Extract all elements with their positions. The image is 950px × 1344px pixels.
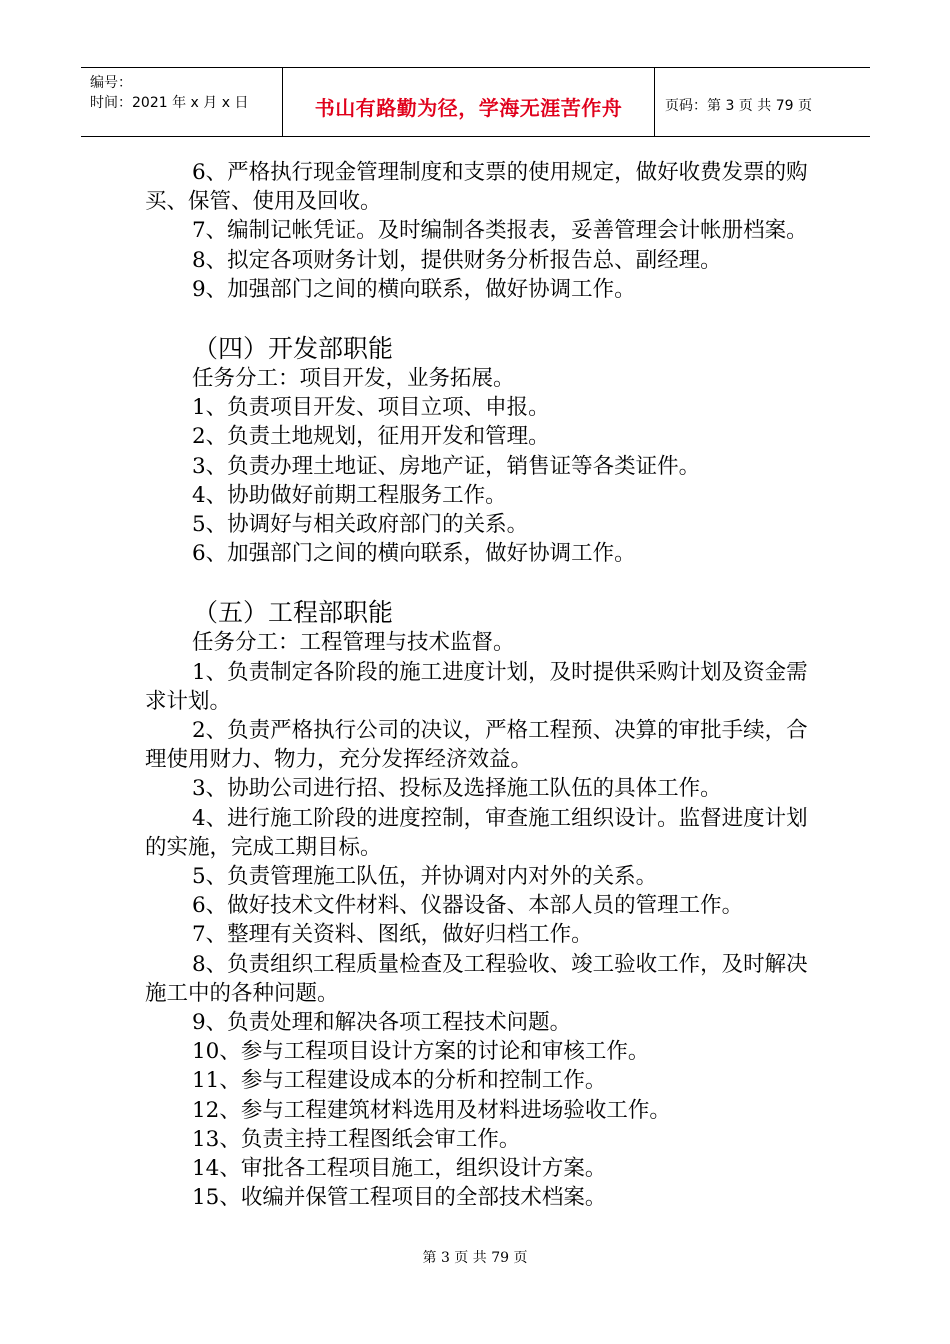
header-meta-cell xyxy=(81,68,283,136)
paragraph: 5、负责管理施工队伍，并协调对内对外的关系。 xyxy=(192,864,658,890)
paragraph: 4、协助做好前期工程服务工作。 xyxy=(192,482,507,508)
paragraph: 8、拟定各项财务计划，提供财务分析报告总、副经理。 xyxy=(192,247,722,273)
paragraph: 1、负责项目开发、项目立项、申报。 xyxy=(192,395,550,421)
paragraph: 2、负责严格执行公司的决议，严格工程预、决算的审批手续，合理使用财力、物力，充分发挥经济效益。 xyxy=(145,718,808,773)
paragraph: 13、负责主持工程图纸会审工作。 xyxy=(192,1126,521,1152)
document-date-label: 时间：2021 年 x 月 x 日 xyxy=(90,95,249,111)
paragraph: 6、加强部门之间的横向联系，做好协调工作。 xyxy=(192,541,636,567)
paragraph: 8、负责组织工程质量检查及工程验收、竣工验收工作，及时解决施工中的各种问题。 xyxy=(145,951,808,1006)
page-footer: 第 3 页 共 79 页 xyxy=(422,1250,528,1266)
section-heading-engineering: （五）工程部职能 xyxy=(193,598,394,628)
paragraph: 10、参与工程项目设计方案的讨论和审核工作。 xyxy=(192,1039,650,1065)
header-motto: 书山有路勤为径，学海无涯苦作舟 xyxy=(314,96,623,120)
paragraph: 14、审批各工程项目施工，组织设计方案。 xyxy=(192,1156,607,1182)
page-header xyxy=(81,67,870,137)
paragraph: 3、负责办理土地证、房地产证，销售证等各类证件。 xyxy=(192,453,701,479)
paragraph: 9、负责处理和解决各项工程技术问题。 xyxy=(192,1010,572,1036)
paragraph: 4、进行施工阶段的进度控制，审查施工组织设计。监督进度计划的实施，完成工期目标。 xyxy=(145,805,808,860)
document-body xyxy=(145,158,810,1213)
paragraph: 9、加强部门之间的横向联系，做好协调工作。 xyxy=(192,276,636,302)
paragraph: 12、参与工程建筑材料选用及材料进场验收工作。 xyxy=(192,1097,671,1123)
paragraph: 15、收编并保管工程项目的全部技术档案。 xyxy=(192,1185,607,1211)
paragraph: 6、做好技术文件材料、仪器设备、本部人员的管理工作。 xyxy=(192,893,744,919)
paragraph: 1、负责制定各阶段的施工进度计划，及时提供采购计划及资金需求计划。 xyxy=(145,659,808,714)
paragraph: 7、整理有关资料、图纸，做好归档工作。 xyxy=(192,922,593,948)
paragraph: 5、协调好与相关政府部门的关系。 xyxy=(192,512,529,538)
header-motto-cell xyxy=(283,68,655,136)
document-number-label: 编号： xyxy=(90,75,132,91)
paragraph: 2、负责土地规划，征用开发和管理。 xyxy=(192,424,550,450)
paragraph: 7、编制记帐凭证。及时编制各类报表，妥善管理会计帐册档案。 xyxy=(192,218,808,244)
header-page-cell xyxy=(655,68,870,136)
paragraph: 6、严格执行现金管理制度和支票的使用规定，做好收费发票的购买、保管、使用及回收。 xyxy=(145,160,808,215)
paragraph: 11、参与工程建设成本的分析和控制工作。 xyxy=(192,1068,607,1094)
paragraph: 3、协助公司进行招、投标及选择施工队伍的具体工作。 xyxy=(192,776,722,802)
paragraph: 任务分工：工程管理与技术监督。 xyxy=(192,630,515,656)
paragraph: 任务分工：项目开发，业务拓展。 xyxy=(192,366,515,392)
header-page-info: 页码：第 3 页 共 79 页 xyxy=(665,98,812,114)
section-heading-development: （四）开发部职能 xyxy=(193,334,394,364)
